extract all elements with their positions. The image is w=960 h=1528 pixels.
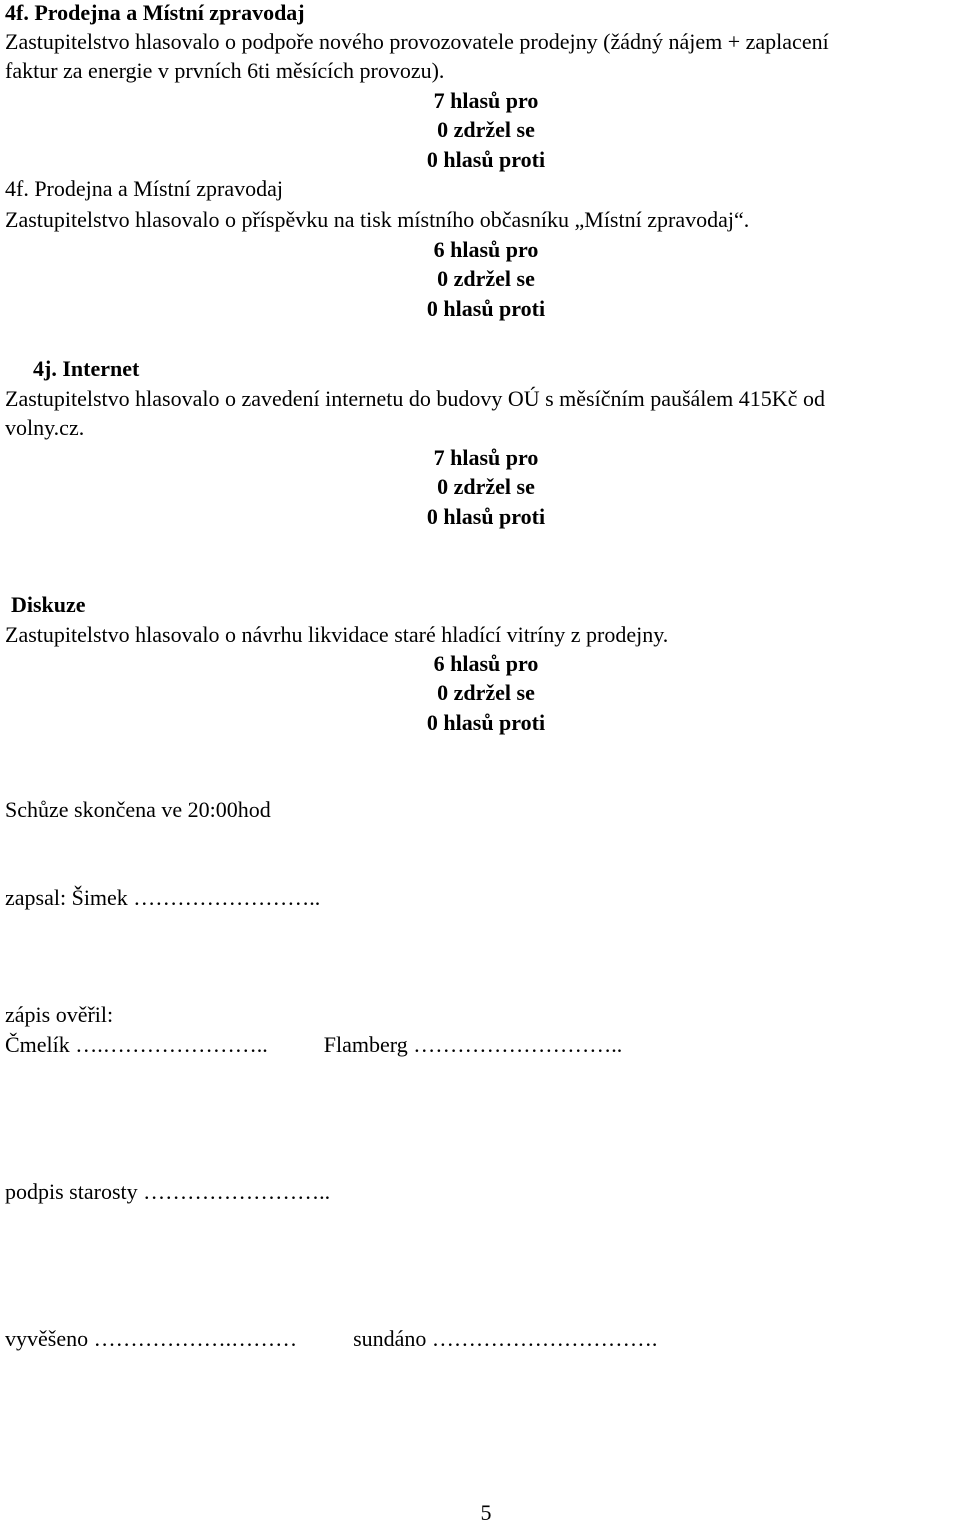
- meeting-end: Schůze skončena ve 20:00hod: [5, 797, 271, 822]
- vote-abstain: 0 zdržel se: [437, 117, 535, 142]
- vote-for: 6 hlasů pro: [433, 651, 539, 676]
- vote-against: 0 hlasů proti: [426, 147, 546, 172]
- verified-label: zápis ověřil:: [5, 1002, 114, 1027]
- section-text: Zastupitelstvo hlasovalo o podpoře nového provozovatele prodejny (žádný nájem + zaplacení: [5, 29, 829, 54]
- posted: vyvěšeno ……………….………: [5, 1326, 298, 1351]
- verifier-2: Flamberg ………………………..: [323, 1032, 623, 1057]
- page-number: 5: [480, 1500, 492, 1525]
- vote-against: 0 hlasů proti: [426, 504, 546, 529]
- vote-against: 0 hlasů proti: [426, 710, 546, 735]
- vote-against: 0 hlasů proti: [426, 296, 546, 321]
- section-text: volny.cz.: [5, 415, 85, 440]
- vote-for: 7 hlasů pro: [433, 88, 539, 113]
- vote-for: 6 hlasů pro: [433, 237, 539, 262]
- vote-abstain: 0 zdržel se: [437, 680, 535, 705]
- section-text: Zastupitelstvo hlasovalo o zavedení internetu do budovy OÚ s měsíčním paušálem 415Kč od: [5, 386, 825, 411]
- section-heading: 4f. Prodejna a Místní zpravodaj: [5, 0, 305, 25]
- mayor-signature: podpis starosty ……………………..: [5, 1179, 331, 1204]
- recorded-by: zapsal: Šimek ……………………..: [5, 885, 321, 910]
- section-heading: 4j. Internet: [33, 356, 140, 381]
- section-heading: 4f. Prodejna a Místní zpravodaj: [5, 176, 283, 201]
- vote-abstain: 0 zdržel se: [437, 474, 535, 499]
- section-text: faktur za energie v prvních 6ti měsících provozu).: [5, 58, 445, 83]
- posted-removed-line: [5, 1324, 657, 1354]
- vote-abstain: 0 zdržel se: [437, 266, 535, 291]
- verifiers-line: [5, 1030, 622, 1060]
- vote-for: 7 hlasů pro: [433, 445, 539, 470]
- verifier-1: Čmelík ….…………………..: [5, 1032, 268, 1057]
- section-text: Zastupitelstvo hlasovalo o návrhu likvidace staré hladící vitríny z prodejny.: [5, 622, 669, 647]
- removed: sundáno ………………………….: [353, 1326, 658, 1351]
- section-heading: Diskuze: [11, 592, 86, 617]
- section-text: Zastupitelstvo hlasovalo o příspěvku na tisk místního občasníku „Místní zpravodaj“.: [5, 207, 750, 232]
